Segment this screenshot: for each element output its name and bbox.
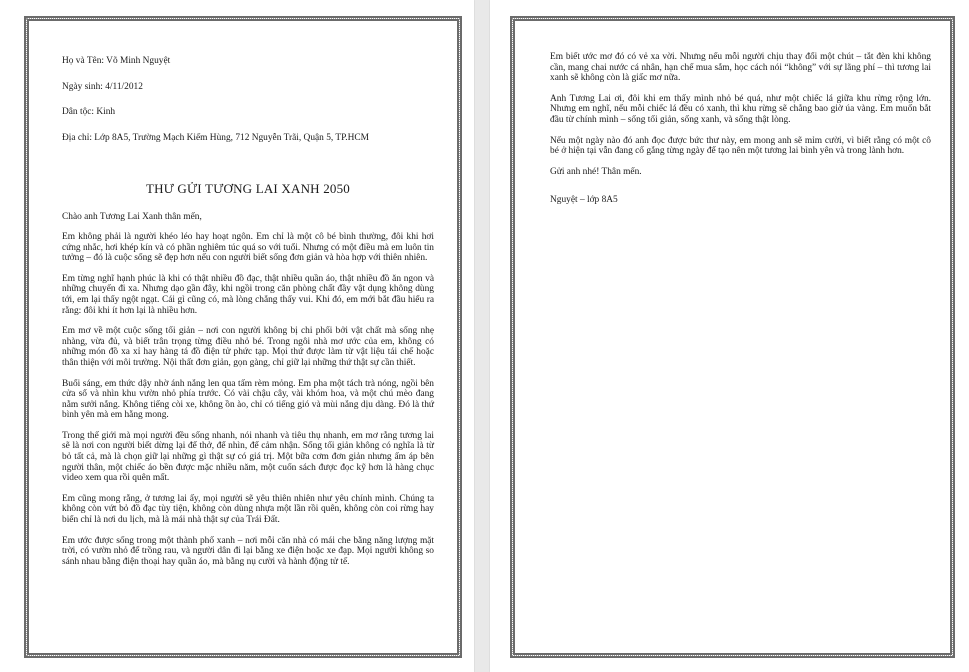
document-page-1 bbox=[0, 0, 474, 672]
letter-greeting: Chào anh Tương Lai Xanh thân mến, bbox=[62, 212, 202, 223]
paragraph: Em cũng mong rằng, ở tương lai ấy, mọi người sẽ yêu thiên nhiên như yêu chính mình. Chúng ta không còn vứt bỏ đồ đạc tùy tiện, không còn dùng nhựa một lần rồi quên, không còn coi rừng hay biển chỉ là nơi du lịch, mà là mái nhà thật sự của Trái Đất. bbox=[62, 493, 434, 526]
paragraph: Em ước được sống trong một thành phố xanh – nơi mỗi căn nhà có mái che bằng năng lượng mặt trời, có vườn nhỏ để trồng rau, và người dân đi lại bằng xe điện hoặc xe đạp. Mọi người không so sánh nhau bằng điện thoại hay quần áo, mà bằng nụ cười và hành động tử tế. bbox=[62, 535, 434, 567]
page-1-content bbox=[62, 56, 434, 577]
paragraph: Anh Tương Lai ơi, đôi khi em thấy mình nhỏ bé quá, như một chiếc lá giữa khu rừng rộng lớn. Nhưng em nghĩ, nếu mỗi chiếc lá đều có xanh, thì khu rừng sẽ chẳng bao giờ úa vàng. Em muốn bắt đầu từ chính mình – sống tối giản, sống xanh, và sống thật lòng. bbox=[550, 93, 931, 125]
info-name: Họ và Tên: Võ Minh Nguyệt bbox=[62, 56, 171, 66]
paragraph: Trong thế giới mà mọi người đều sống nhanh, nói nhanh và tiêu thụ nhanh, em mơ rằng tương lai sẽ là nơi con người biết dừng lại để thở, để nhìn, để cảm nhận. Sống tối giản không có nghĩa là từ bỏ tất cả, mà là chọn giữ lại những gì thật sự có giá trị. Một bữa cơm đơn giản nhưng ấm áp bên người thân, một chiếc áo bền được mặc nhiều năm, một cuốn sách được đọc kỹ hơn là hàng chục video xem qua rồi quên mất. bbox=[62, 430, 434, 484]
letter-title: THƯ GỬI TƯƠNG LAI XANH 2050 bbox=[145, 181, 351, 197]
paragraph: Em từng nghĩ hạnh phúc là khi có thật nhiều đồ đạc, thật nhiều quần áo, thật nhiều đồ ăn ngon và những chuyến đi xa. Nhưng dạo gần đây, khi ngồi trong căn phòng chất đầy vật dụng không dùng tới, em lại thấy ngột ngạt. Cái gì cũng có, mà lòng chẳng thấy vui. Khi đó, em mới bắt đầu hiểu ra rằng: đôi khi ít hơn lại là nhiều hơn. bbox=[62, 273, 434, 316]
info-ethnicity: Dân tộc: Kinh bbox=[62, 107, 116, 118]
info-birthdate: Ngày sinh: 4/11/2012 bbox=[62, 81, 143, 92]
page-2-content bbox=[550, 52, 931, 216]
paragraph: Nếu một ngày nào đó anh đọc được bức thư này, em mong anh sẽ mỉm cười, vì biết rằng có một cô bé ở hiện tại vẫn đang cố gắng từng ngày để tạo nên một tương lai bình yên và trong lành hơn. bbox=[550, 135, 931, 157]
paragraph: Em biết ước mơ đó có vẻ xa vời. Nhưng nếu mỗi người chịu thay đổi một chút – tắt đèn khi không cần, mang chai nước cá nhân, hạn chế mua sắm, học cách nói “không” với sự lãng phí – thì tương lai xanh sẽ không còn là giấc mơ nữa. bbox=[550, 52, 931, 84]
paragraph: Em mơ về một cuộc sống tối giản – nơi con người không bị chi phối bởi vật chất mà sống nhẹ nhàng, vừa đủ, và biết trân trọng từng điều nhỏ bé. Trong ngôi nhà mơ ước của em, không có những món đồ xa xỉ hay hàng tá đồ điện tử phức tạp. Mọi thứ được làm từ vật liệu tái chế hoặc thân thiện với môi trường. Nội thất đơn giản, gọn gàng, chỉ giữ lại những thứ thật sự cần thiết. bbox=[62, 326, 434, 368]
document-page-2 bbox=[490, 0, 969, 672]
letter-signature: Nguyệt – lớp 8A5 bbox=[550, 195, 618, 206]
letter-closing: Gửi anh nhé! Thân mến. bbox=[550, 166, 642, 177]
info-address: Địa chỉ: Lớp 8A5, Trường Mạch Kiếm Hùng, 712 Nguyễn Trãi, Quận 5, TP.HCM bbox=[62, 132, 370, 143]
paragraph: Buổi sáng, em thức dậy nhờ ánh nắng len qua tấm rèm mỏng. Em pha một tách trà nóng, ngồi bên cửa sổ và nhìn khu vườn nhỏ phía trước. Có vài chậu cây, vài khóm hoa, và một chú mèo đang nằm sưởi nắng. Không tiếng còi xe, không ồn ào, chỉ có tiếng gió và mùi nắng dịu dàng. Đó là thứ bình yên mà em hằng mong. bbox=[62, 378, 434, 421]
paragraph: Em không phải là người khéo léo hay hoạt ngôn. Em chỉ là một cô bé bình thường, đôi khi hơi cứng nhắc, hơi khép kín và có phần nghiêm túc quá so với tuổi. Nhưng có một điều mà em luôn tin tưởng – đó là cuộc sống sẽ đẹp hơn nếu con người biết sống đơn giản và hòa hợp với thiên nhiên. bbox=[62, 231, 434, 264]
